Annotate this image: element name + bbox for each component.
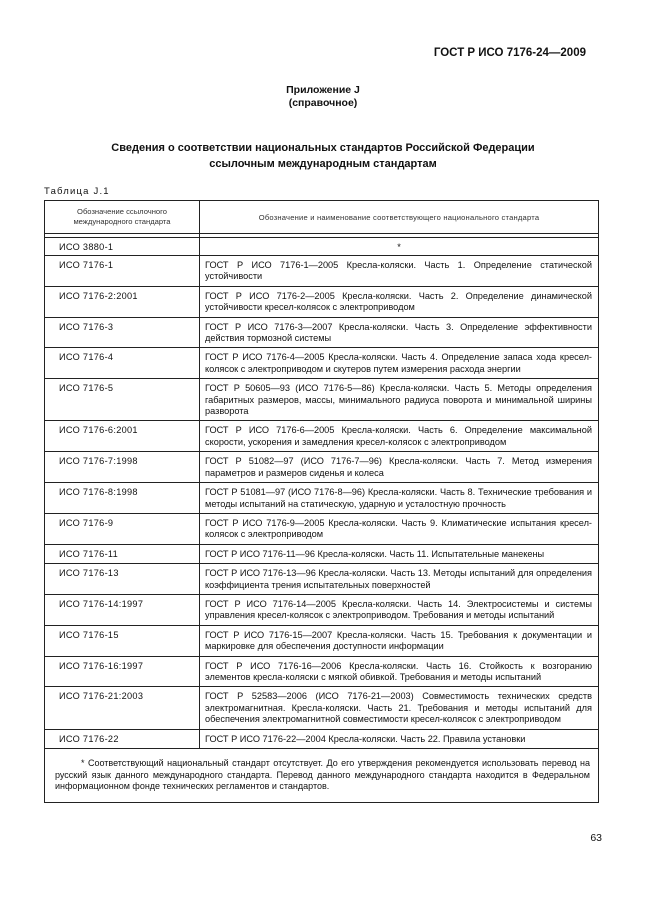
table-row (45, 729, 599, 748)
title-line-1: Сведения о соответствии национальных стандартов Российской Федерации (111, 142, 535, 154)
international-standard-code: ИСО 7176-3 (45, 317, 200, 348)
international-standard-code: ИСО 7176-6:2001 (45, 421, 200, 452)
table-row (45, 544, 599, 563)
table-row (45, 238, 599, 256)
international-standard-code: ИСО 7176-9 (45, 513, 200, 544)
international-standard-code: ИСО 7176-7:1998 (45, 452, 200, 483)
column-header-international (45, 201, 200, 234)
national-standard-description: ГОСТ Р 50605—93 (ИСО 7176-5—86) Кресла-коляски. Часть 5. Методы определения габаритных размеров, массы, минимального радиуса поворота и минимальной ширины разворота (200, 379, 599, 421)
national-standard-description: * (200, 238, 599, 256)
national-standard-description: ГОСТ Р ИСО 7176-11—96 Кресла-коляски. Часть 11. Испытательные манекены (200, 544, 599, 563)
table-row (45, 687, 599, 729)
international-standard-code: ИСО 3880-1 (45, 238, 200, 256)
table-row (45, 256, 599, 287)
standard-designation: ГОСТ Р ИСО 7176-24—2009 (433, 47, 586, 59)
international-standard-code: ИСО 7176-11 (45, 544, 200, 563)
international-standard-code: ИСО 7176-15 (45, 625, 200, 656)
international-standard-code: ИСО 7176-22 (45, 729, 200, 748)
footnote-row (45, 749, 599, 803)
annex-type: (справочное) (288, 97, 358, 109)
table-row (45, 564, 599, 595)
international-standard-code: ИСО 7176-16:1997 (45, 656, 200, 687)
footnote-text: * Соответствующий национальный стандарт отсутствует. До его утверждения рекомендуется использовать перевод на русский язык данного международного стандарта. Перевод данного международного стандарта находится в Федеральном информационном фонде технических регламентов и стандартов. (55, 758, 590, 792)
table-body (45, 238, 599, 749)
table-row (45, 379, 599, 421)
national-standard-description: ГОСТ Р 51081—97 (ИСО 7176-8—96) Кресла-коляски. Часть 8. Технические требования и методы испытаний на статическую, ударную и усталостную прочность (200, 483, 599, 514)
table-label: Таблица J.1 (44, 186, 110, 197)
annex-heading (0, 84, 646, 110)
table-row (45, 483, 599, 514)
page-number: 63 (590, 832, 602, 844)
national-standard-description: ГОСТ Р ИСО 7176-16—2006 Кресла-коляски. Часть 16. Стойкость к возгоранию элементов кресла-коляски с мягкой обивкой. Требования и методы испытаний (200, 656, 599, 687)
table-row (45, 421, 599, 452)
section-title (0, 140, 646, 172)
title-line-2: ссылочным международным стандартам (209, 158, 437, 170)
correspondence-table (44, 200, 599, 803)
national-standard-description: ГОСТ Р ИСО 7176-1—2005 Кресла-коляски. Часть 1. Определение статической устойчивости (200, 256, 599, 287)
national-standard-description: ГОСТ Р ИСО 7176-3—2007 Кресла-коляски. Часть 3. Определение эффективности действия тормозной системы (200, 317, 599, 348)
table-row (45, 594, 599, 625)
international-standard-code: ИСО 7176-8:1998 (45, 483, 200, 514)
national-standard-description: ГОСТ Р 51082—97 (ИСО 7176-7—96) Кресла-коляски. Часть 7. Метод измерения параметров и размеров сиденья и колеса (200, 452, 599, 483)
column-header-international-line-1: Обозначение ссылочного (77, 207, 167, 216)
table-row (45, 452, 599, 483)
table-header-row (45, 201, 599, 234)
international-standard-code: ИСО 7176-14:1997 (45, 594, 200, 625)
table-row (45, 286, 599, 317)
column-header-international-line-2: международного стандарта (73, 217, 171, 226)
international-standard-code: ИСО 7176-21:2003 (45, 687, 200, 729)
table-row (45, 348, 599, 379)
international-standard-code: ИСО 7176-4 (45, 348, 200, 379)
international-standard-code: ИСО 7176-13 (45, 564, 200, 595)
footnote-cell (45, 749, 599, 803)
national-standard-description: ГОСТ Р 52583—2006 (ИСО 7176-21—2003) Совместимость технических средств электромагнитная. Кресла-коляски. Часть 21. Требования и методы испытаний для обеспечения электромагнитной совместимости кресел-колясок с электроприводом (200, 687, 599, 729)
national-standard-description: ГОСТ Р ИСО 7176-14—2005 Кресла-коляски. Часть 14. Электросистемы и системы управления кресел-колясок с электроприводом. Требования и методы испытаний (200, 594, 599, 625)
table-row (45, 625, 599, 656)
national-standard-description: ГОСТ Р ИСО 7176-2—2005 Кресла-коляски. Часть 2. Определение динамической устойчивости кресел-колясок с электроприводом (200, 286, 599, 317)
table-row (45, 513, 599, 544)
national-standard-description: ГОСТ Р ИСО 7176-13—96 Кресла-коляски. Часть 13. Методы испытаний для определения коэффициента трения испытательных поверхностей (200, 564, 599, 595)
international-standard-code: ИСО 7176-1 (45, 256, 200, 287)
national-standard-description: ГОСТ Р ИСО 7176-4—2005 Кресла-коляски. Часть 4. Определение запаса хода кресел-колясок с электроприводом и скутеров путем измерения расхода энергии (200, 348, 599, 379)
national-standard-description: ГОСТ Р ИСО 7176-6—2005 Кресла-коляски. Часть 6. Определение максимальной скорости, ускорения и замедления кресел-колясок с электроприводом (200, 421, 599, 452)
national-standard-description: ГОСТ Р ИСО 7176-22—2004 Кресла-коляски. Часть 22. Правила установки (200, 729, 599, 748)
column-header-national: Обозначение и наименование соответствующего национального стандарта (200, 201, 599, 234)
international-standard-code: ИСО 7176-2:2001 (45, 286, 200, 317)
national-standard-description: ГОСТ Р ИСО 7176-15—2007 Кресла-коляски. Часть 15. Требования к документации и маркировке для обеспечения доступности информации (200, 625, 599, 656)
table-row (45, 656, 599, 687)
table-row (45, 317, 599, 348)
national-standard-description: ГОСТ Р ИСО 7176-9—2005 Кресла-коляски. Часть 9. Климатические испытания кресел-колясок с электроприводом (200, 513, 599, 544)
annex-label: Приложение J (286, 84, 360, 96)
international-standard-code: ИСО 7176-5 (45, 379, 200, 421)
